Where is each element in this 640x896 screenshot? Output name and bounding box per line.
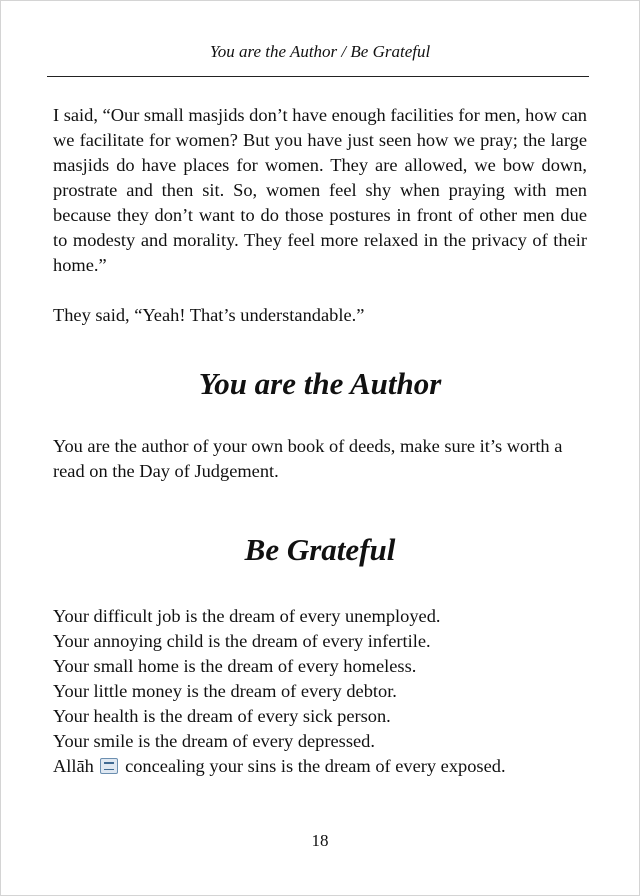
section-title-author: You are the Author — [198, 366, 442, 401]
grateful-line: Your little money is the dream of every debtor. — [53, 681, 397, 701]
grateful-line: Your small home is the dream of every homeless. — [53, 656, 417, 676]
page-number: 18 — [311, 831, 329, 850]
paragraph-author: You are the author of your own book of deeds, make sure it’s worth a read on the Day of Judgement. — [53, 436, 563, 481]
grateful-line: Your difficult job is the dream of every unemployed. — [53, 606, 441, 626]
grateful-list — [53, 604, 587, 779]
grateful-line: Your smile is the dream of every depressed. — [53, 731, 375, 751]
honorific-icon — [100, 758, 118, 774]
grateful-line-last — [53, 754, 587, 779]
paragraph-response: They said, “Yeah! That’s understandable.” — [53, 305, 365, 325]
allah-word: Allāh — [53, 756, 94, 776]
header-rule — [47, 76, 589, 77]
page-content — [53, 103, 587, 779]
grateful-line-end: concealing your sins is the dream of every exposed. — [125, 756, 506, 776]
grateful-line: Your annoying child is the dream of every infertile. — [53, 631, 431, 651]
grateful-line: Your health is the dream of every sick person. — [53, 706, 391, 726]
running-head: You are the Author / Be Grateful — [209, 42, 431, 61]
section-title-grateful: Be Grateful — [244, 532, 396, 567]
paragraph-masjid-facilities: I said, “Our small masjids don’t have enough facilities for men, how can we facilitate for women? But you have just seen how we pray; the large masjids do have places for women. They are allowed, we bow down, prostrate and then sit. So, women feel shy when praying with men because they don’t want to do those postures in front of other men due to modesty and morality. They feel more relaxed in the privacy of their home.” — [53, 105, 587, 275]
paragraph-spacer — [53, 278, 587, 303]
